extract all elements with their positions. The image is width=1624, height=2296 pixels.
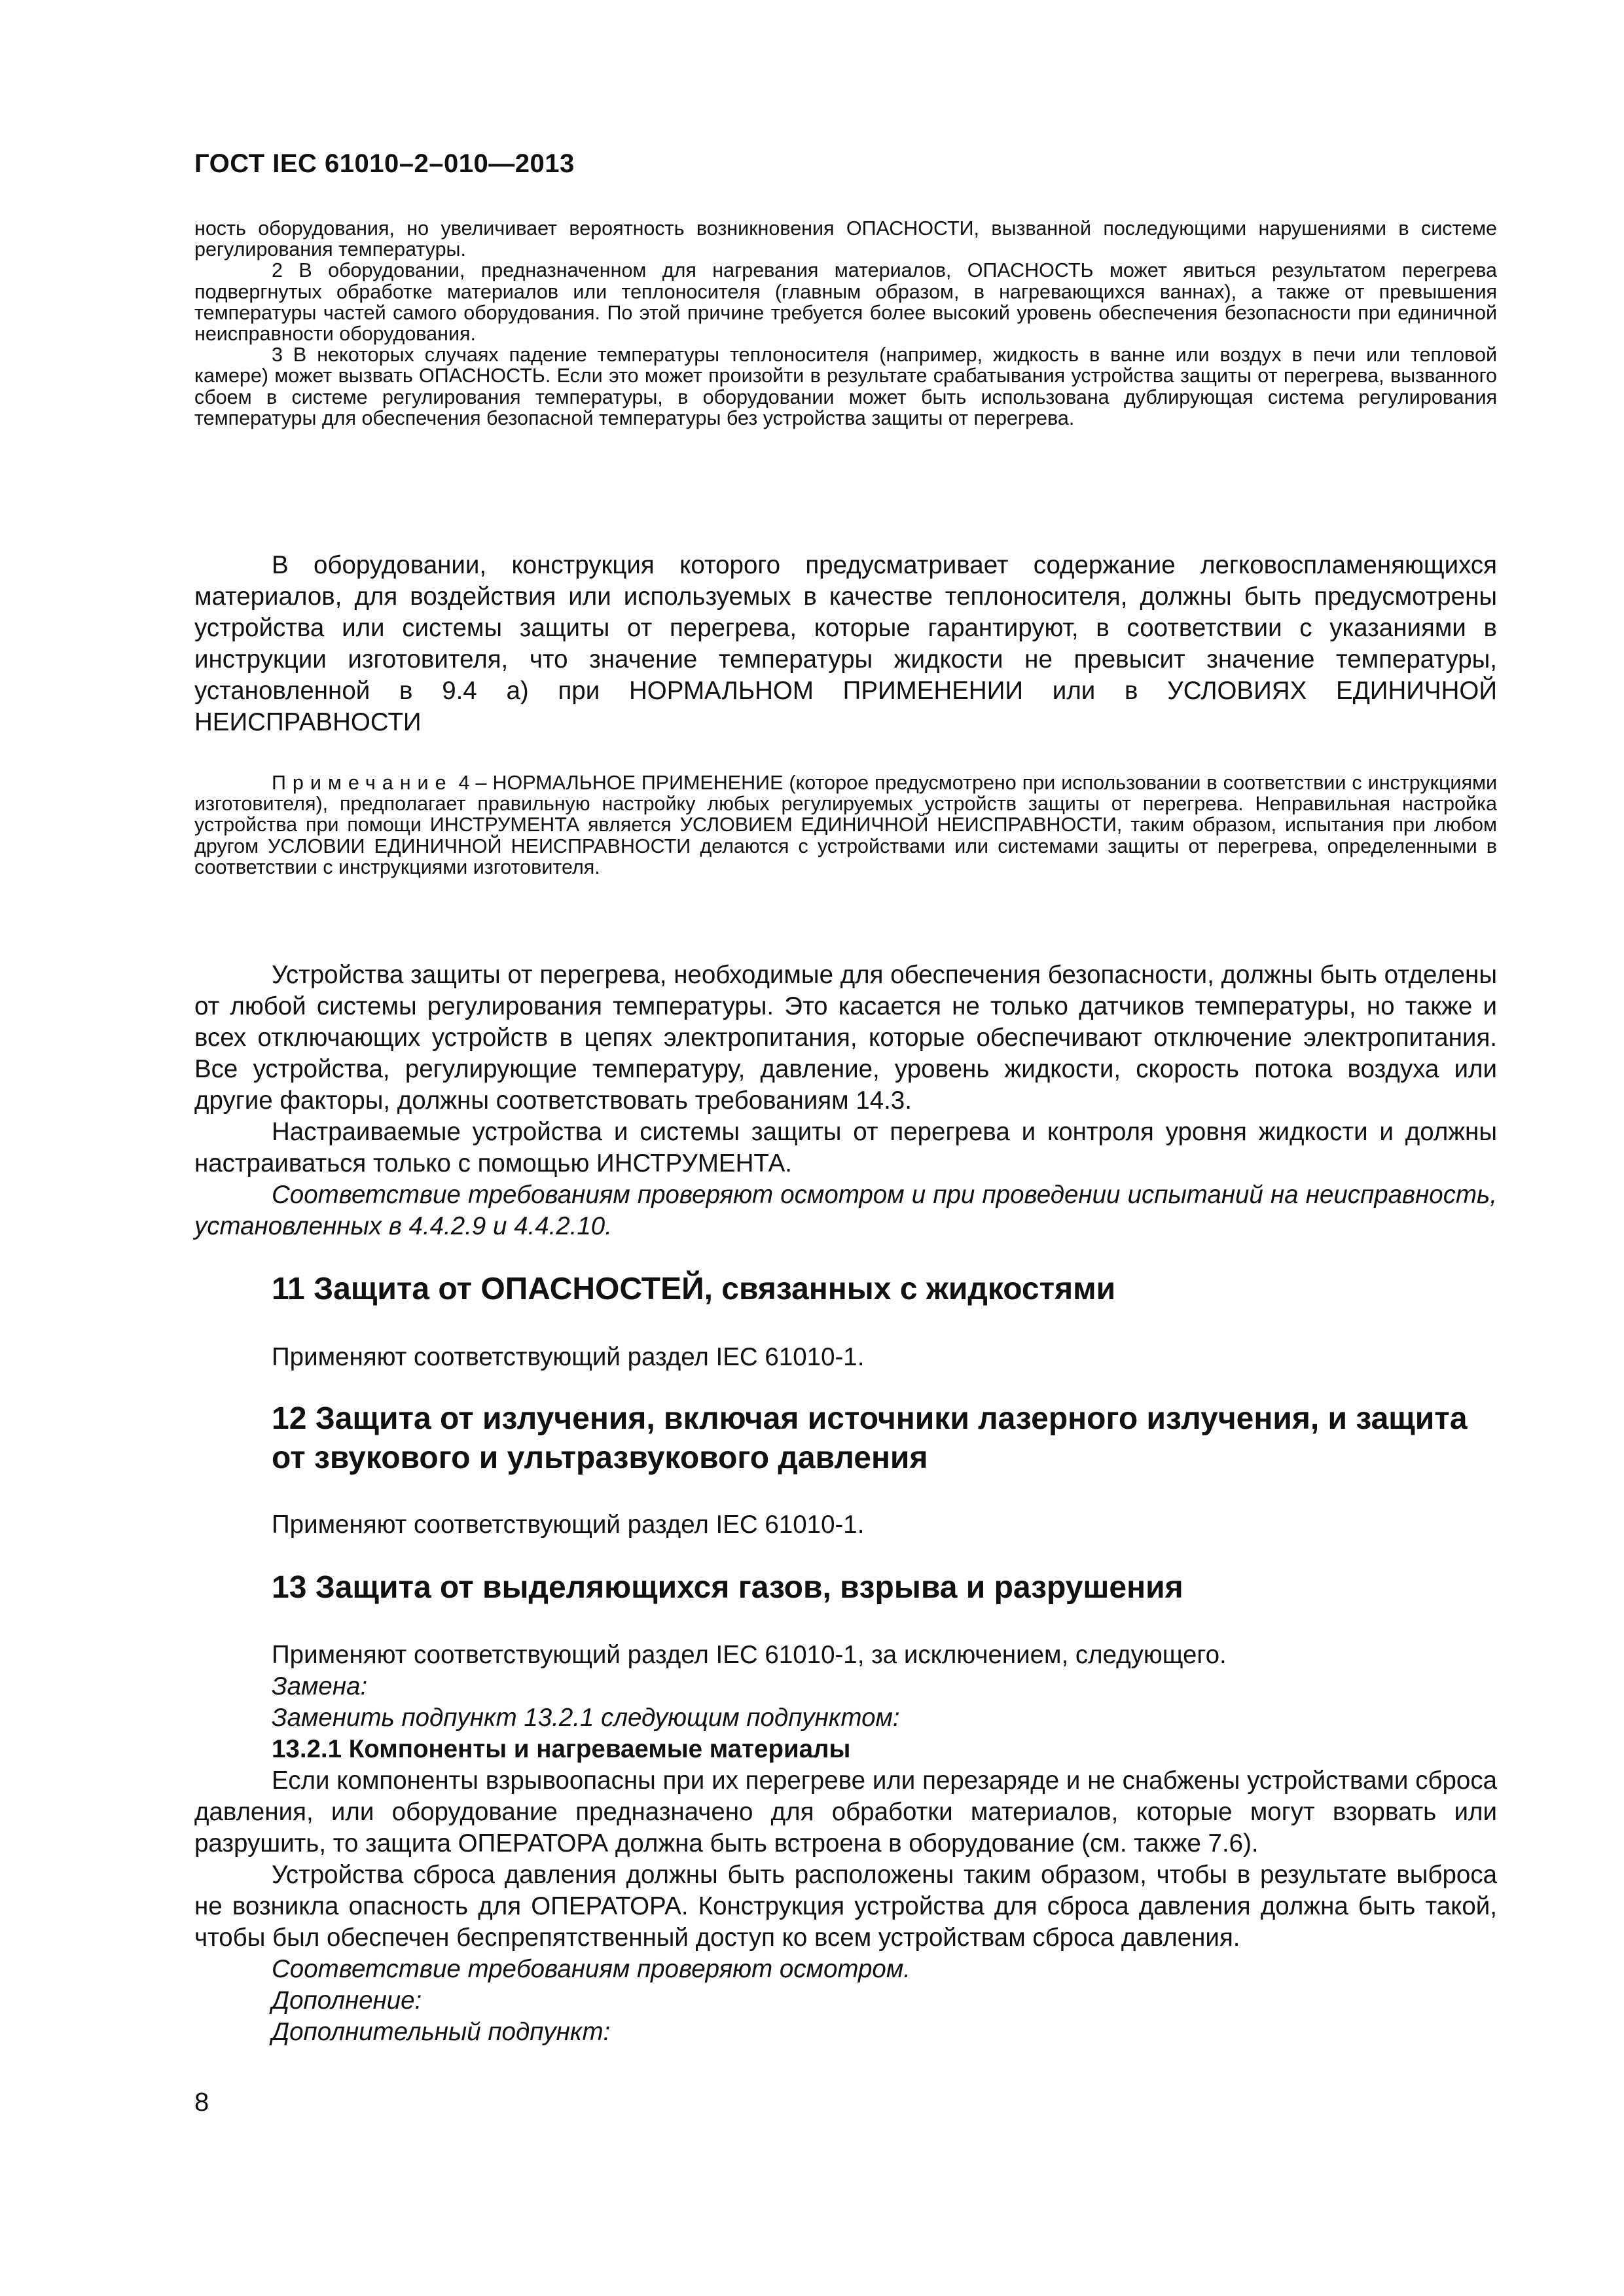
paragraphs-protection	[194, 960, 1497, 1242]
note-label: Примечание	[272, 772, 453, 794]
section-12-body: Применяют соответствующий раздел IEC 61010-1.	[272, 1511, 865, 1539]
replacement-label: Замена:	[272, 1672, 368, 1700]
document-header: ГОСТ IEC 61010–2–010—2013	[194, 149, 575, 178]
additional-subclause-label: Дополнительный подпункт:	[272, 2018, 611, 2046]
addition-label: Дополнение:	[272, 1986, 422, 2015]
section-12	[194, 1399, 1497, 1478]
note-3: 3 В некоторых случаях падение температуры теплоносителя (например, жидкость в ванне или воздух в печи или тепловой камере) может вызвать ОПАСНОСТЬ. Если это может произойти в результате срабатывания устройства защиты от перегрева, вызванного сбоем в системе регулирования температуры, в оборудовании может быть использована дублирующая система регулирования температуры для обеспечения безопасной температуры без устройства защиты от перегрева.	[194, 344, 1497, 429]
notes-block	[194, 218, 1497, 429]
subclause-para-1: Если компоненты взрывоопасны при их перегреве или перезаряде и не снабжены устройствами сброса давления, или оборудование предназначено для обработки материалов, которые могут взорвать или разрушить, то защита ОПЕРАТОРА должна быть встроена в оборудование (см. также 7.6).	[194, 1767, 1497, 1857]
section-13-intro: Применяют соответствующий раздел IEC 61010-1, за исключением, следующего.	[272, 1641, 1227, 1669]
section-11-title: 11 Защита от ОПАСНОСТЕЙ, связанных с жидкостями	[272, 1272, 1116, 1306]
section-11-body: Применяют соответствующий раздел IEC 61010-1.	[272, 1343, 865, 1371]
section-13-title: 13 Защита от выделяющихся газов, взрыва и разрушения	[272, 1570, 1183, 1605]
page-number: 8	[194, 2088, 209, 2117]
note-4	[194, 772, 1497, 878]
replacement-text: Заменить подпункт 13.2.1 следующим подпунктом:	[272, 1704, 900, 1732]
paragraph-flammable: В оборудовании, конструкция которого предусматривает содержание легковоспламеняющихся материалов, для воздействия или используемых в качестве теплоносителя, должны быть предусмотрены устройства или системы защиты от перегрева, которые гарантируют, в соответствии с указаниями в инструкции изготовителя, что значение температуры жидкости не превысит значение температуры, установленной в 9.4 a) при НОРМАЛЬНОМ ПРИМЕНЕНИИ или в УСЛОВИЯХ ЕДИНИЧНОЙ НЕИСПРАВНОСТИ	[194, 551, 1497, 736]
paragraph-adjustable: Настраиваемые устройства и системы защиты от перегрева и контроля уровня жидкости и должны настраиваться только с помощью ИНСТРУМЕНТА.	[194, 1118, 1497, 1177]
section-13-body	[194, 1640, 1497, 2048]
section-11	[194, 1270, 1497, 1309]
note-4-text: 4 – НОРМАЛЬНОЕ ПРИМЕНЕНИЕ (которое предусмотрено при использовании в соответствии с инструкциями изготовителя), предполагает правильную настройку любых регулируемых устройств защиты от перегрева. Неправильная настройка устройства при помощи ИНСТРУМЕНТА является УСЛОВИЕМ ЕДИНИЧНОЙ НЕИСПРАВНОСТИ, таким образом, испытания при любом другом УСЛОВИИ ЕДИНИЧНОЙ НЕИСПРАВНОСТИ делаются с устройствами или системами защиты от перегрева, определенными в соответствии с инструкциями изготовителя.	[194, 772, 1497, 878]
paragraph-devices: Устройства защиты от перегрева, необходимые для обеспечения безопасности, должны быть отделены от любой системы регулирования температуры. Это касается не только датчиков температуры, но также и всех отключающих устройств в цепях электропитания, которые обеспечивают отключение электропитания. Все устройства, регулирующие температуру, давление, уровень жидкости, скорость потока воздуха или другие факторы, должны соответствовать требованиям 14.3.	[194, 961, 1497, 1115]
note-2: 2 В оборудовании, предназначенном для нагревания материалов, ОПАСНОСТЬ может явиться результатом перегрева подвергнутых обработке материалов или теплоносителя (главным образом, в нагревающихся ваннах), а также от превышения температуры частей самого оборудования. По этой причине требуется более высокий уровень обеспечения безопасности при единичной неисправности оборудования.	[194, 259, 1497, 346]
note-continuation: ность оборудования, но увеличивает вероятность возникновения ОПАСНОСТИ, вызванной последующими нарушениями в системе регулирования температуры.	[194, 217, 1497, 261]
paragraph-compliance: Соответствие требованиям проверяют осмотром и при проведении испытаний на неисправность, установленных в 4.4.2.9 и 4.4.2.10.	[194, 1181, 1497, 1240]
subclause-compliance: Соответствие требованиям проверяют осмотром.	[272, 1955, 911, 1983]
subclause-title: 13.2.1 Компоненты и нагреваемые материалы	[272, 1735, 851, 1763]
section-13	[194, 1568, 1497, 1607]
section-12-title: 12 Защита от излучения, включая источники лазерного излучения, и защита от звукового и ультразвукового давления	[272, 1401, 1468, 1475]
subclause-para-2: Устройства сброса давления должны быть расположены таким образом, чтобы в результате выброса не возникла опасность для ОПЕРАТОРА. Конструкция устройства для сброса давления должна быть такой, чтобы был обеспечен беспрепятственный доступ ко всем устройствам сброса давления.	[194, 1861, 1497, 1952]
